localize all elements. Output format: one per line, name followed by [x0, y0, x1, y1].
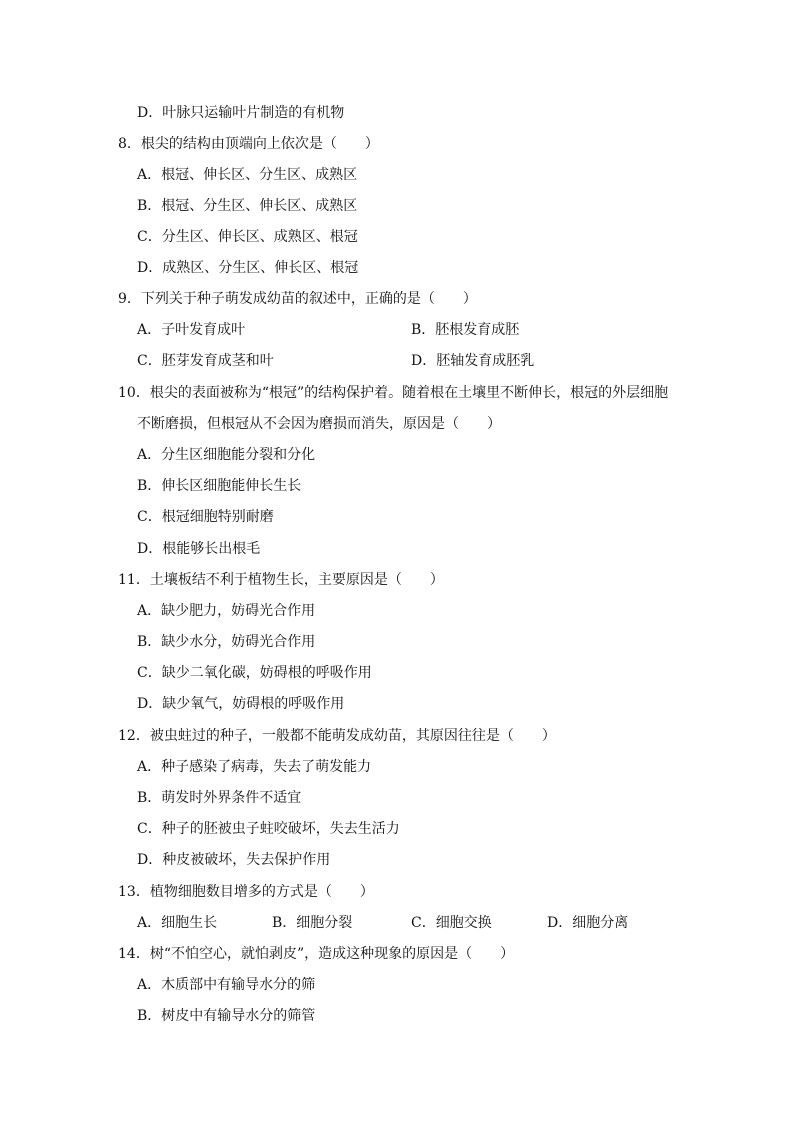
- q12-option-a: A．种子感染了病毒，失去了萌发能力: [137, 759, 372, 775]
- question-13: 13．植物细胞数目增多的方式是（ ）: [118, 884, 374, 900]
- q13-option-b: B．细胞分裂: [272, 915, 353, 931]
- q12-option-b: B．萌发时外界条件不适宜: [137, 790, 302, 806]
- q14-option-b: B．树皮中有输导水分的筛管: [137, 1008, 316, 1024]
- question-8: 8．根尖的结构由顶端向上依次是（ ）: [118, 136, 379, 152]
- question-11: 11．土壤板结不利于植物生长，主要原因是（ ）: [118, 572, 444, 588]
- q13-option-d: D．细胞分离: [547, 915, 629, 931]
- q13-option-a: A．细胞生长: [137, 915, 218, 931]
- question-10-line-1: 10．根尖的表面被称为“根冠”的结构保护着。随着根在土壤里不断伸长，根冠的外层细胞: [118, 385, 669, 401]
- q12-option-c: C．种子的胚被虫子蛀咬破坏，失去生活力: [137, 821, 400, 837]
- q11-option-a: A．缺少肥力，妨碍光合作用: [137, 603, 316, 619]
- q11-option-d: D．缺少氧气，妨碍根的呼吸作用: [137, 696, 345, 712]
- q8-option-b: B．根冠、分生区、伸长区、成熟区: [137, 198, 358, 214]
- q14-option-a: A．木质部中有输导水分的筛: [137, 977, 316, 993]
- question-14: 14．树“不怕空心，就怕剥皮”，造成这种现象的原因是（ ）: [118, 946, 515, 962]
- question-10-line-2: 不断磨损，但根冠从不会因为磨损而消失，原因是（ ）: [137, 416, 501, 432]
- q8-option-c: C．分生区、伸长区、成熟区、根冠: [137, 229, 358, 245]
- q12-option-d: D．种皮被破坏，失去保护作用: [137, 852, 331, 868]
- q11-option-c: C．缺少二氧化碳，妨碍根的呼吸作用: [137, 665, 372, 681]
- q9-option-b: B．胚根发育成胚: [411, 322, 520, 338]
- q8-option-a: A．根冠、伸长区、分生区、成熟区: [137, 167, 358, 183]
- q9-option-a: A．子叶发育成叶: [137, 322, 246, 338]
- q9-option-d: D．胚轴发育成胚乳: [411, 353, 535, 369]
- question-12: 12．被虫蛀过的种子，一般都不能萌发成幼苗，其原因往往是（ ）: [118, 728, 556, 744]
- q11-option-b: B．缺少水分，妨碍光合作用: [137, 634, 316, 650]
- q8-option-d: D．成熟区、分生区、伸长区、根冠: [137, 260, 359, 276]
- q10-option-b: B．伸长区细胞能伸长生长: [137, 478, 302, 494]
- q10-option-c: C．根冠细胞特别耐磨: [137, 509, 274, 525]
- q13-option-c: C．细胞交换: [411, 915, 492, 931]
- q10-option-d: D．根能够长出根毛: [137, 541, 261, 557]
- question-9: 9．下列关于种子萌发成幼苗的叙述中，正确的是（ ）: [118, 291, 477, 307]
- q10-option-a: A．分生区细胞能分裂和分化: [137, 447, 316, 463]
- q7-option-d: D．叶脉只运输叶片制造的有机物: [137, 105, 345, 121]
- q9-option-c: C．胚芽发育成茎和叶: [137, 353, 274, 369]
